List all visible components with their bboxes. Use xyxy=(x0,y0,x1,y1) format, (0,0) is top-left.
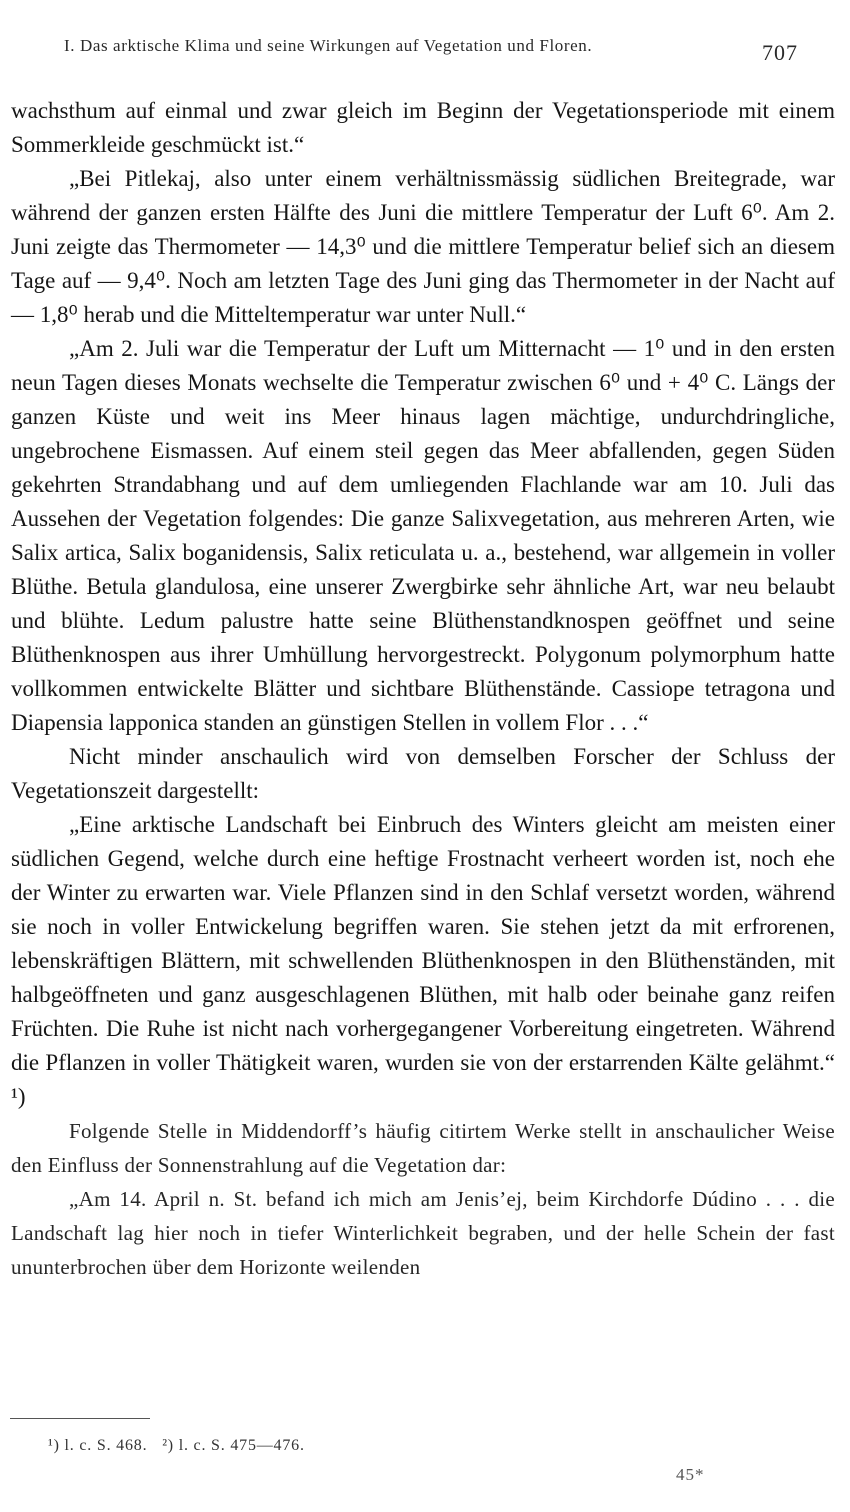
paragraph: „Bei Pitlekaj, also unter einem verhältnissmässig südlichen Breitegrade, war während der ganzen ersten Hälfte des Juni die mittlere Temperatur der Luft 6⁰. Am 2. Juni zeigte das Thermometer — 14,3⁰ und die mittlere Temperatur belief sich an diesem Tage auf — 9,4⁰. Noch am letzten Tage des Juni ging das Thermometer in der Nacht auf — 1,8⁰ herab und die Mitteltemperatur war unter Null.“ xyxy=(11,166,835,327)
footnote-divider xyxy=(10,1418,150,1419)
running-head: I. Das arktische Klima und seine Wirkungen auf Vegetation und Floren. xyxy=(64,36,593,55)
paragraph: „Am 14. April n. St. befand ich mich am Jenis’ej, beim Kirchdorfe Dúdino . . . die Landschaft lag hier noch in tiefer Winterlichkeit begraben, und der helle Schein der fast ununterbrochen über dem Horizonte weilenden xyxy=(11,1187,835,1279)
body-text xyxy=(11,94,835,1284)
paragraph: Nicht minder anschaulich wird von demselben Forscher der Schluss der Vegetationszeit dargestellt: xyxy=(11,744,835,803)
paragraph: „Am 2. Juli war die Temperatur der Luft um Mitternacht — 1⁰ und in den ersten neun Tagen dieses Monats wechselte die Temperatur zwischen 6⁰ und + 4⁰ C. Längs der ganzen Küste und weit ins Meer hinaus lagen mächtige, undurchdringliche, ungebrochene Eismassen. Auf einem steil gegen das Meer abfallenden, gegen Süden gekehrten Strandabhang und auf dem umliegenden Flachlande war am 10. Juli das Aussehen der Vegetation folgendes: Die ganze Salixvegetation, aus mehreren Arten, wie Salix artica, Salix boganidensis, Salix reticulata u. a., bestehend, war allgemein in voller Blüthe. Betula glandulosa, eine unserer Zwergbirke sehr ähnliche Art, war neu belaubt und blühte. Ledum palustre hatte seine Blüthenstandknospen geöffnet und seine Blüthenknospen aus ihrer Umhüllung hervorgestreckt. Polygonum polymorphum hatte vollkommen entwickelte Blätter und sichtbare Blüthenstände. Cassiope tetragona und Diapensia lapponica standen an günstigen Stellen in vollem Flor . . .“ xyxy=(11,336,835,735)
page-number: 707 xyxy=(762,40,798,65)
footnote: ¹) l. c. S. 468. xyxy=(48,1437,148,1454)
paragraph: Folgende Stelle in Middendorff’s häufig citirtem Werke stellt in anschaulicher Weise den Einfluss der Sonnenstrahlung auf die Vegetation dar: xyxy=(11,1119,835,1177)
signature-mark: 45* xyxy=(676,1465,705,1484)
footnote: ²) l. c. S. 475—476. xyxy=(162,1437,305,1454)
paragraph: wachsthum auf einmal und zwar gleich im Beginn der Vegetationsperiode mit einem Sommerkleide geschmückt ist.“ xyxy=(11,98,835,157)
footnotes xyxy=(48,1437,315,1455)
paragraph: „Eine arktische Landschaft bei Einbruch des Winters gleicht am meisten einer südlichen Gegend, welche durch eine heftige Frostnacht verheert worden ist, noch ehe der Winter zu erwarten war. Viele Pflanzen sind in den Schlaf versetzt worden, während sie noch in voller Entwickelung begriffen waren. Sie stehen jetzt da mit erfrorenen, lebenskräftigen Blättern, mit schwellenden Blüthenknospen in den Blüthenständen, mit halbgeöffneten und ganz ausgeschlagenen Blüthen, mit halb oder beinahe ganz reifen Früchten. Die Ruhe ist nicht nach vorhergegangener Vorbereitung eingetreten. Während die Pflanzen in voller Thätigkeit waren, wurden sie von der erstarrenden Kälte gelähmt.“ ¹) xyxy=(11,812,835,1109)
